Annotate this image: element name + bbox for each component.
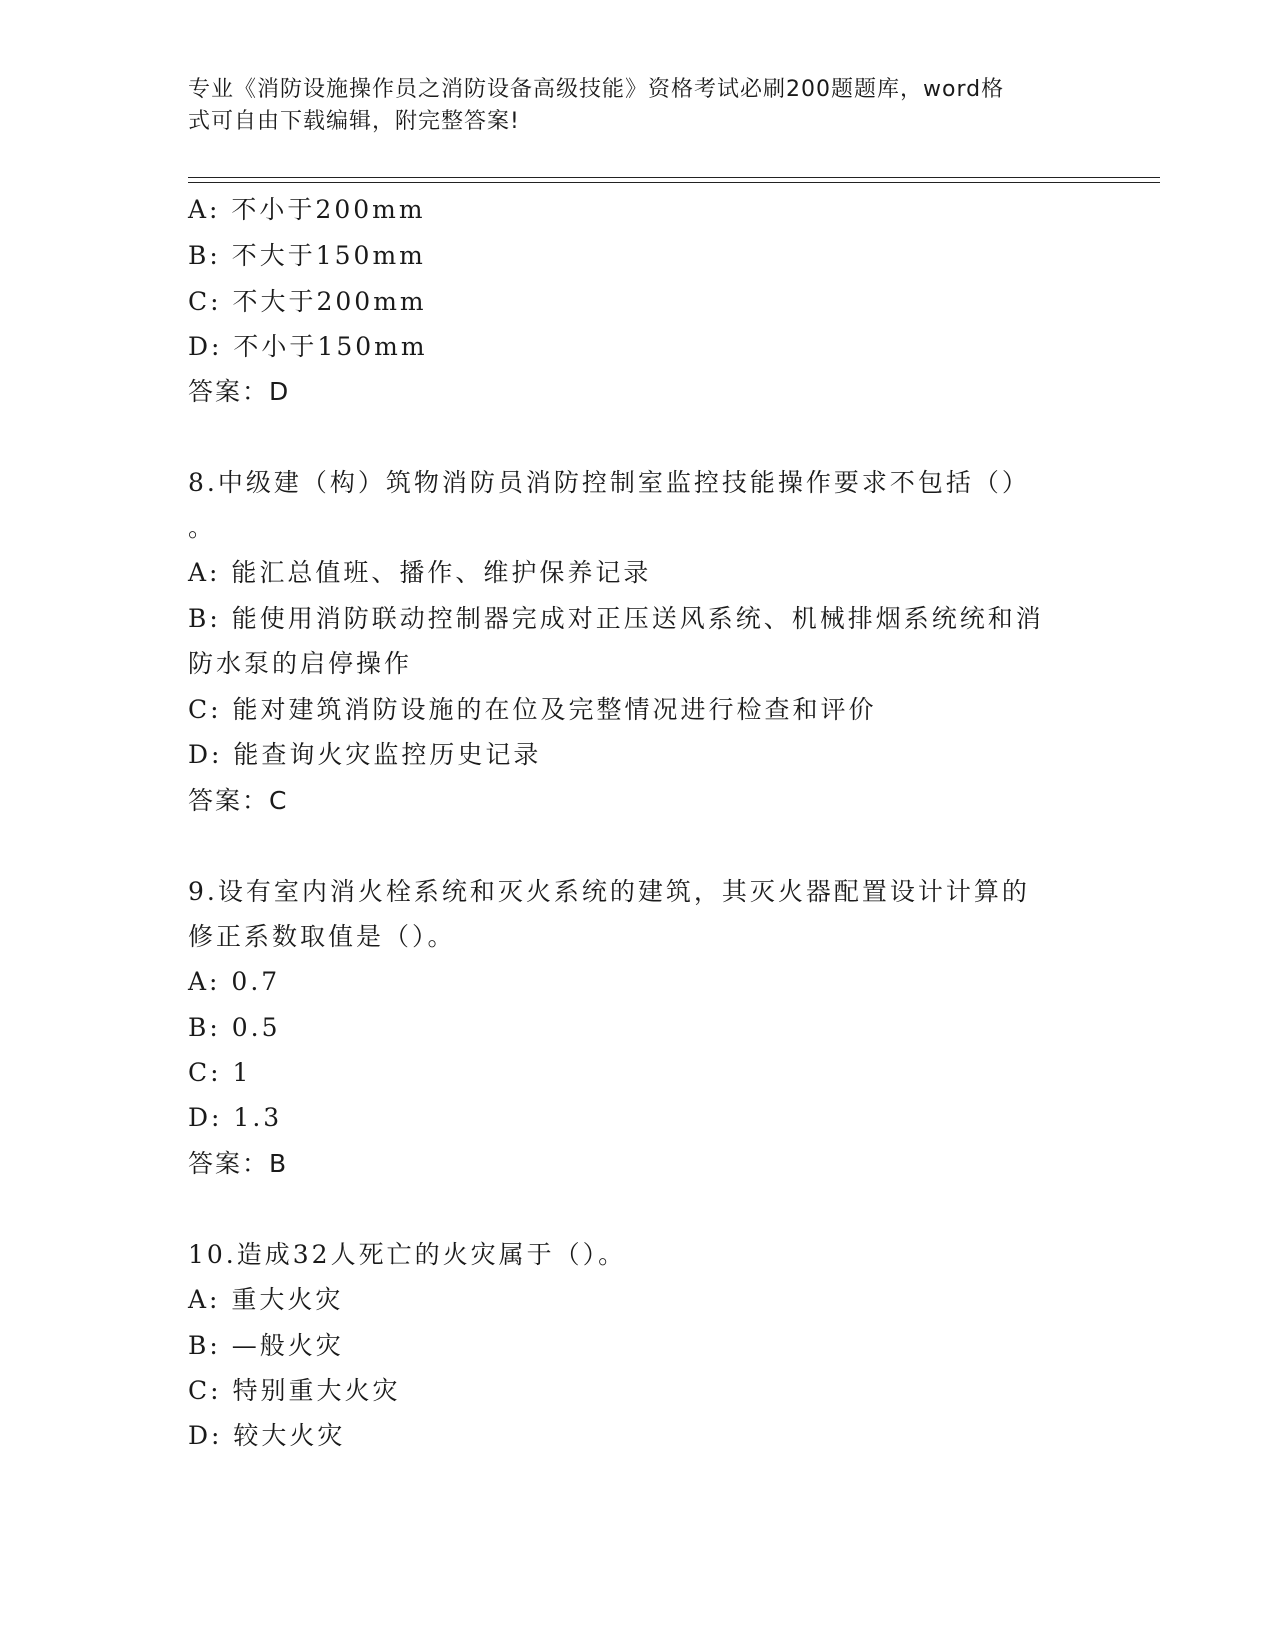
q7-option-b: B: 不大于150mm <box>188 241 426 270</box>
q8-question-line-1: 8.中级建（构）筑物消防员消防控制室监控技能操作要求不包括（） <box>188 468 1030 497</box>
q10-option-b: B: —般火灾 <box>188 1331 344 1360</box>
q7-answer: 答案：D <box>188 377 291 406</box>
q9-option-d: D: 1.3 <box>188 1103 283 1132</box>
q8-option-c: C: 能对建筑消防设施的在位及完整情况进行检查和评价 <box>188 695 877 724</box>
q8-question-line-2: 。 <box>188 513 217 542</box>
q8-option-b: B: 能使用消防联动控制器完成对正压送风系统、机械排烟系统统和消 <box>188 604 1044 633</box>
q7-option-d: D: 不小于150mm <box>188 332 428 361</box>
q9-option-b: B: 0.5 <box>188 1013 281 1042</box>
q7-option-c: C: 不大于200mm <box>188 287 427 316</box>
q10-question-line-1: 10.造成32人死亡的火灾属于（）。 <box>188 1240 627 1269</box>
q9-option-a: A: 0.7 <box>188 967 281 996</box>
header-line-1: 专业《消防设施操作员之消防设备高级技能》资格考试必刷200题题库，word格 <box>188 77 1005 102</box>
q8-option-b-continued: 防水泵的启停操作 <box>188 649 413 678</box>
q9-answer: 答案：B <box>188 1149 289 1178</box>
q9-option-c: C: 1 <box>188 1058 252 1087</box>
header-line-2: 式可自由下载编辑，附完整答案! <box>188 109 520 134</box>
header-divider-top <box>188 177 1160 178</box>
q8-option-a: A: 能汇总值班、播作、维护保养记录 <box>188 558 652 587</box>
q8-option-d: D: 能查询火灾监控历史记录 <box>188 740 542 769</box>
q10-option-c: C: 特别重大火灾 <box>188 1376 401 1405</box>
q7-option-a: A: 不小于200mm <box>188 195 426 224</box>
header-divider-bottom <box>188 182 1160 183</box>
q10-option-a: A: 重大火灾 <box>188 1285 344 1314</box>
q9-question-line-2: 修正系数取值是（）。 <box>188 922 456 951</box>
document-header <box>188 74 1068 138</box>
q8-answer: 答案：C <box>188 786 289 815</box>
q10-option-d: D: 较大火灾 <box>188 1421 346 1450</box>
q9-question-line-1: 9.设有室内消火栓系统和灭火系统的建筑，其灭火器配置设计计算的 <box>188 877 1030 906</box>
